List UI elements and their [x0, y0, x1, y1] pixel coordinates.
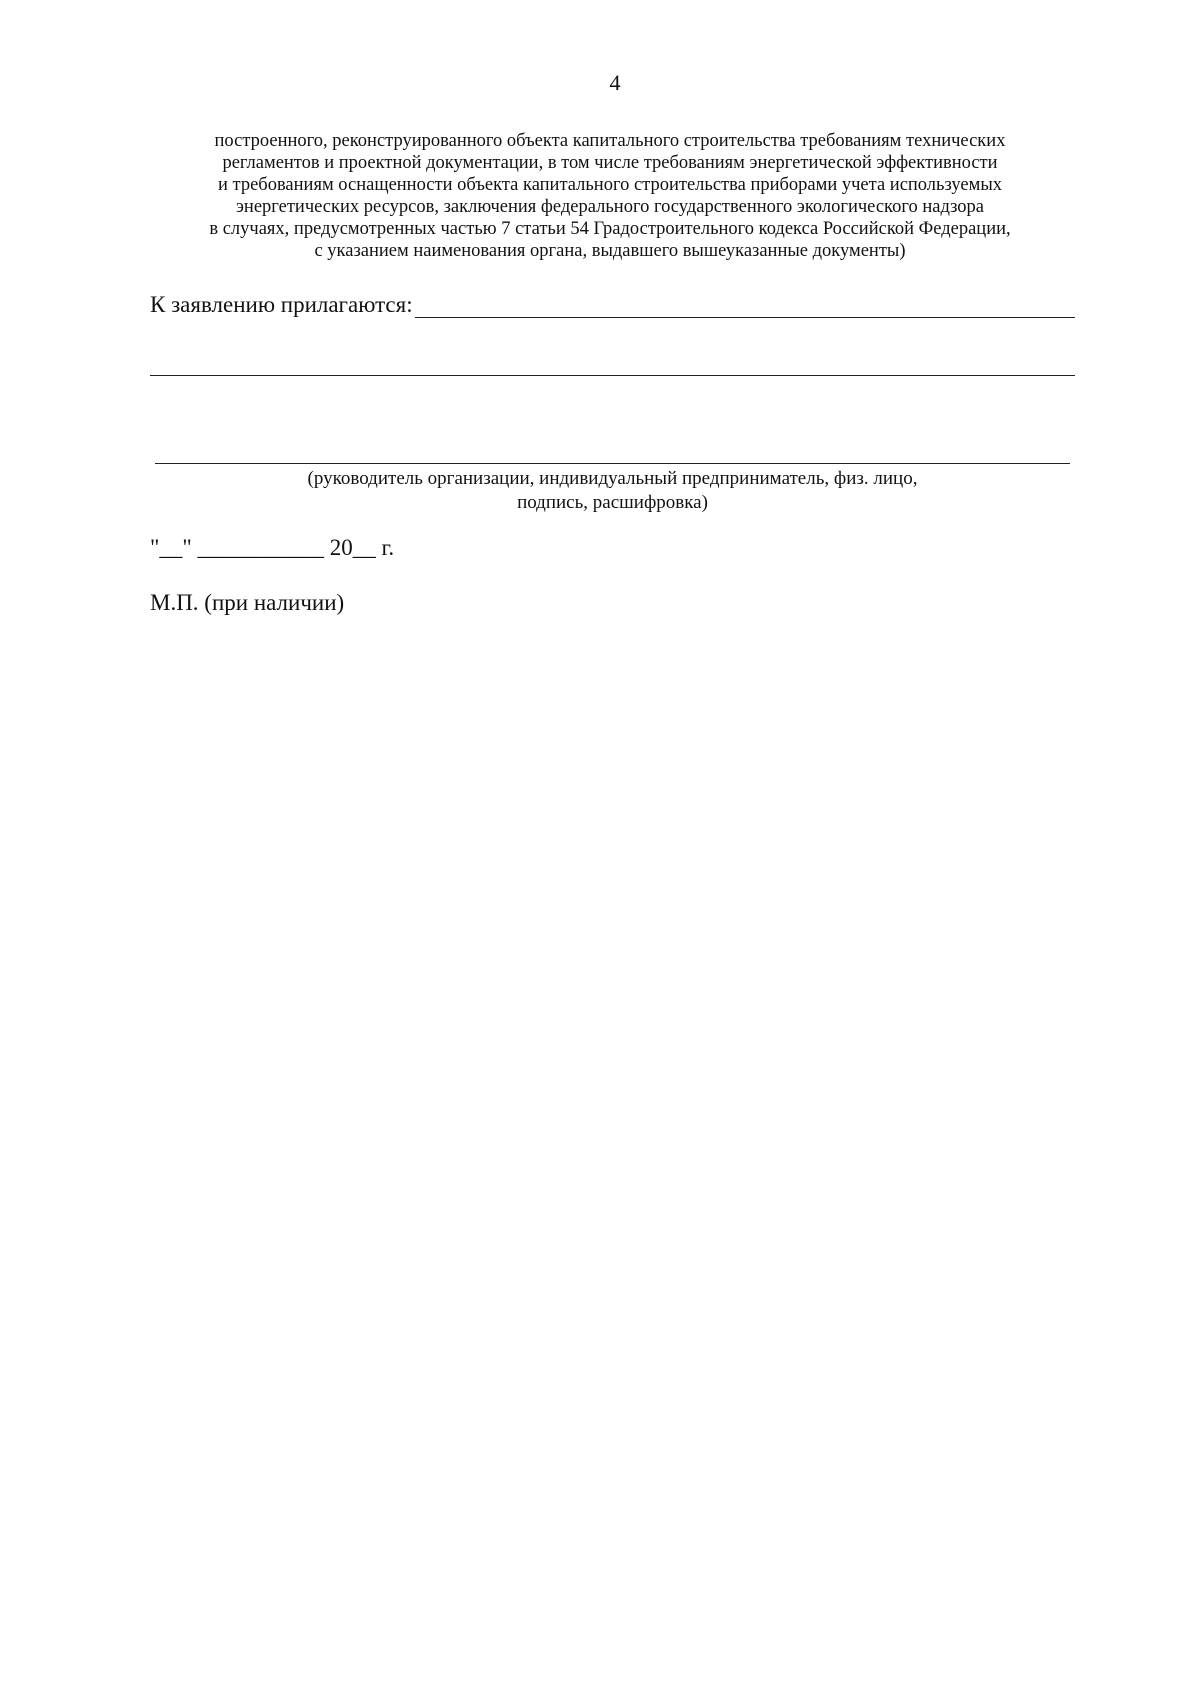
attachments-row [150, 292, 1075, 318]
date-field[interactable]: "__" ___________ 20__ г. [150, 535, 395, 560]
note-line: в случаях, предусмотренных частью 7 статьи 54 Градостроительного кодекса Российской Федерации, [209, 219, 1011, 239]
note-line: с указанием наименования органа, выдавшего вышеуказанные документы) [314, 241, 906, 261]
note-line: энергетических ресурсов, заключения федерального государственного экологического надзора [235, 197, 985, 217]
attachments-label: К заявлению прилагаются: [150, 292, 413, 317]
attachments-fill-line-2[interactable] [150, 375, 1075, 376]
signature-caption-line: (руководитель организации, индивидуальный предприниматель, физ. лицо, [307, 468, 918, 489]
seal-note: М.П. (при наличии) [150, 590, 345, 615]
note-line: и требованиям оснащенности объекта капитального строительства приборами учета используемых [217, 175, 1003, 195]
note-line: построенного, реконструированного объекта капитального строительства требованиям технических [214, 131, 1006, 151]
signature-caption [155, 467, 1070, 515]
attachments-fill-line[interactable] [415, 295, 1075, 318]
signature-line[interactable] [155, 463, 1070, 464]
signature-caption-line: подпись, расшифровка) [517, 492, 708, 513]
field-note [150, 130, 1070, 262]
page-number: 4 [609, 70, 621, 95]
note-line: регламентов и проектной документации, в том числе требованиям энергетической эффективности [222, 153, 998, 173]
